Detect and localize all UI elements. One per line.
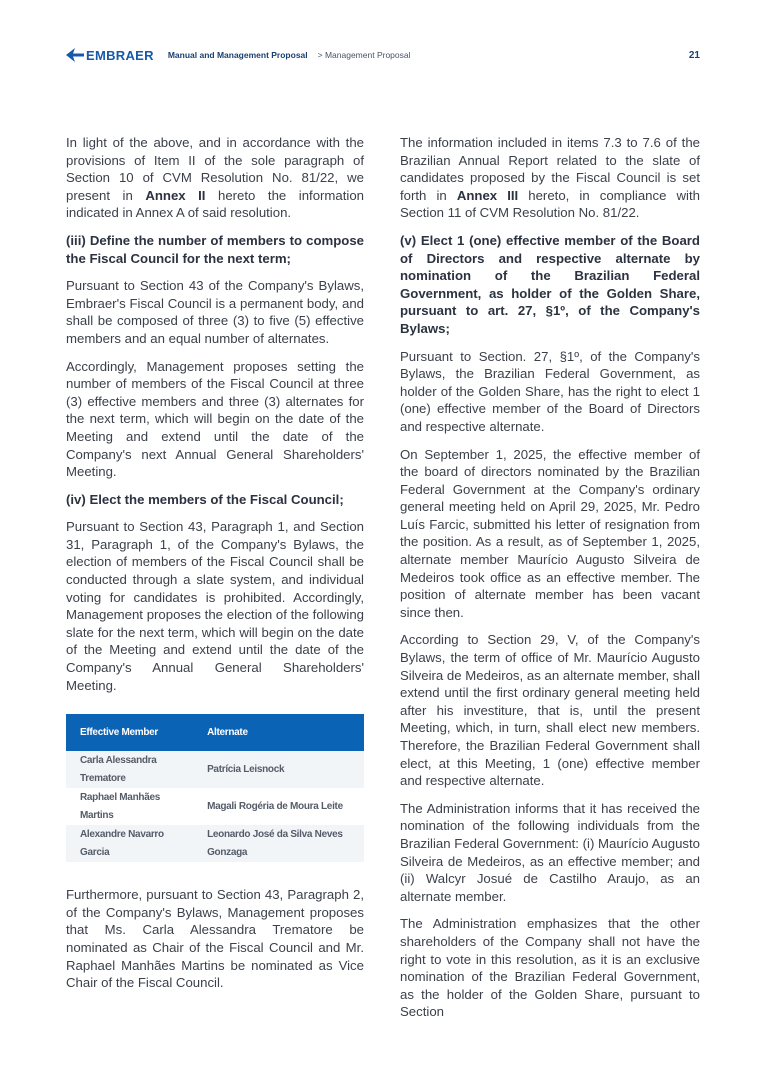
section-heading-iii: (iii) Define the number of members to compose the Fiscal Council for the next term; [66, 232, 364, 266]
paragraph: Furthermore, pursuant to Section 43, Paragraph 2, of the Company's Bylaws, Management proposes that Ms. Carla Alessandra Trematore be nominated as Chair of the Fiscal Council and Mr. Raphael Manhães Martins be nominated as Vice Chair of the Fiscal Council. [66, 887, 364, 991]
paragraph: In light of the above, and in accordance with the provisions of Item II of the sole paragraph of Section 10 of CVM Resolution No. 81/22, we present in Annex II hereto the information indicated in Annex A of said resolution. [66, 135, 364, 221]
column-header: Effective Member [66, 714, 193, 751]
table-row: Alexandre Navarro Garcia Leonardo José da Silva Neves Gonzaga [66, 825, 364, 862]
breadcrumb-main: Manual and Management Proposal [167, 50, 308, 60]
paragraph: The information included in items 7.3 to 7.6 of the Brazilian Annual Report related to the slate of candidates proposed by the Fiscal Council is set forth in Annex III hereto, in compliance with Section 11 of CVM Resolution No. 81/22. [400, 135, 700, 221]
table-row: Carla Alessandra Trematore Patrícia Leisnock [66, 751, 364, 788]
paragraph: Pursuant to Section 43, Paragraph 1, and Section 31, Paragraph 1, of the Company's Bylaws, the election of members of the Fiscal Council shall be conducted through a slate system, and individual voting for candidates is prohibited. Accordingly, Management proposes the election of the following slate for the next term, which will begin on the date of the Meeting and extend until the date of the Company's Annual General Shareholders' Meeting. [66, 519, 364, 693]
page-header [66, 46, 700, 64]
column-header: Alternate [193, 714, 364, 751]
embraer-logo: EMBRAER [66, 48, 154, 63]
paragraph: The Administration emphasizes that the other shareholders of the Company shall not have the right to vote in this resolution, as it is an exclusive nomination of the Brazilian Federal Government, as the holder of the Golden Share, pursuant to Section [400, 916, 700, 1020]
right-column [400, 134, 700, 1031]
paragraph: On September 1, 2025, the effective member of the board of directors nominated by the Brazilian Federal Government at the Company's ordinary general meeting held on April 29, 2025, Mr. Pedro Luís Farcic, submitted his letter of resignation from the position. As a result, as of September 1, 2025, alternate member Maurício Augusto Silveira de Medeiros took office as an effective member. The position of alternate member has been vacant since then. [400, 446, 700, 620]
paragraph: The Administration informs that it has received the nomination of the following individuals from the Brazilian Federal Government: (i) Maurício Augusto Silveira de Medeiros, as an effective member; and (ii) Walcyr Josué de Castilho Araujo, as an alternate member. [400, 800, 700, 904]
fiscal-council-slate-table [66, 714, 364, 862]
paragraph: Pursuant to Section 43 of the Company's Bylaws, Embraer's Fiscal Council is a permanent body, and shall be composed of three (3) to five (5) effective members and an equal number of alternates. [66, 278, 364, 346]
section-heading-v: (v) Elect 1 (one) effective member of the Board of Directors and respective alternate by nomination of the Brazilian Federal Government, as holder of the Golden Share, pursuant to art. 27, §1º, of the Company's Bylaws; [400, 232, 700, 336]
paragraph: According to Section 29, V, of the Company's Bylaws, the term of office of Mr. Maurício Augusto Silveira de Medeiros, as an alternate member, shall extend until the first ordinary general meeting held after his investiture, that is, until the present Meeting, which, in turn, shall elect new members. Therefore, the Brazilian Federal Government shall elect, at this Meeting, 1 (one) effective member and respective alternate. [400, 632, 700, 789]
paragraph: Pursuant to Section. 27, §1º, of the Company's Bylaws, the Brazilian Federal Government, as holder of the Golden Share, has the right to elect 1 (one) effective member of the Board of Directors and respective alternate. [400, 348, 700, 434]
table-row: Raphael Manhães Martins Magali Rogéria de Moura Leite [80, 792, 343, 821]
page-number: 21 [688, 49, 700, 61]
left-column [66, 134, 364, 1002]
table-header-row [66, 714, 364, 751]
section-heading-iv: (iv) Elect the members of the Fiscal Council; [66, 491, 344, 507]
embraer-arrow-icon [66, 48, 84, 62]
breadcrumb-sub: > Management Proposal [317, 50, 411, 60]
paragraph: Accordingly, Management proposes setting the number of members of the Fiscal Council at three (3) effective members and three (3) alternates for the next term, which will begin on the date of the Meeting and extend until the date of the Company's next Annual General Shareholders' Meeting. [66, 358, 364, 480]
